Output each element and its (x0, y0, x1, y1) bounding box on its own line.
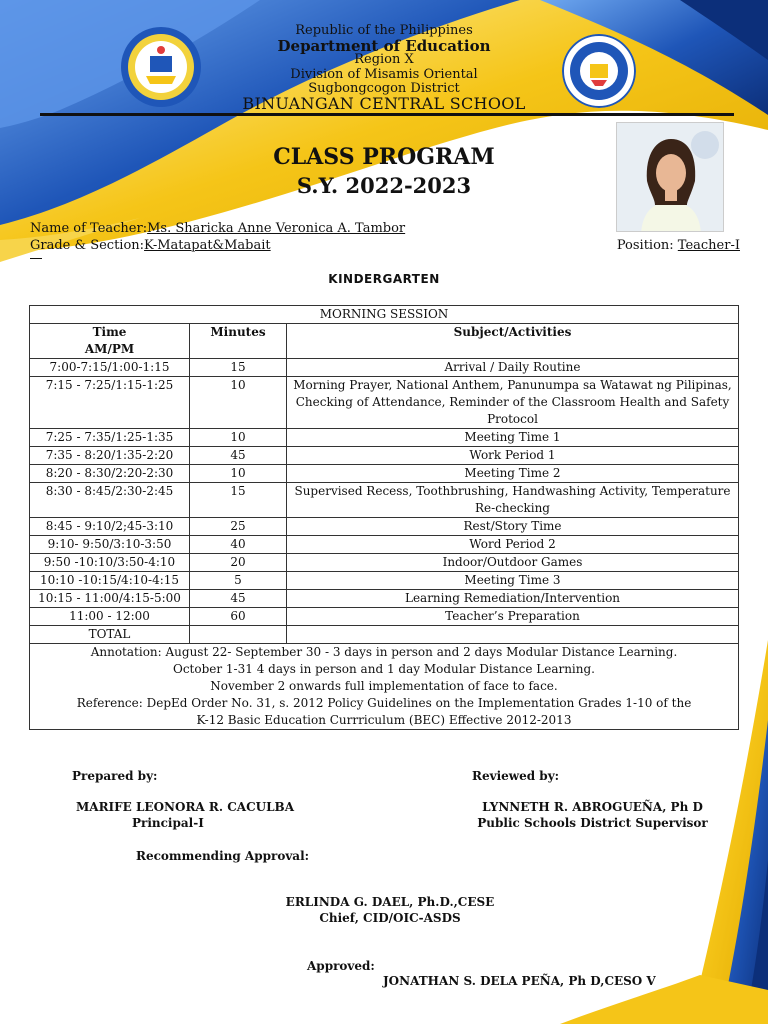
time-cell: 7:35 - 8:20/1:35-2:20 (30, 447, 190, 465)
teacher-info (30, 220, 740, 259)
teacher-name-value: Ms. Sharicka Anne Veronica A. Tambor (147, 221, 406, 236)
subject-cell (287, 626, 739, 644)
table-row (30, 536, 739, 554)
session-row (30, 306, 739, 324)
table-row (30, 377, 739, 429)
subject-cell: Indoor/Outdoor Games (287, 554, 739, 572)
time-cell: 9:50 -10:10/3:50-4:10 (30, 554, 190, 572)
recommending-label: Recommending Approval: (136, 849, 310, 863)
annotation-cell (30, 644, 739, 730)
school-name: BINUANGAN CENTRAL SCHOOL (242, 93, 526, 113)
minutes-cell: 25 (190, 518, 287, 536)
region-label: Region X (354, 52, 414, 67)
time-cell: 9:10- 9:50/3:10-3:50 (30, 536, 190, 554)
minutes-cell: 10 (190, 429, 287, 447)
minutes-cell (190, 626, 287, 644)
teacher-name-row (30, 220, 740, 237)
annotation-row (30, 644, 739, 730)
time-cell: 7:25 - 7:35/1:25-1:35 (30, 429, 190, 447)
division-label: Division of Misamis Oriental (290, 66, 478, 82)
subject-cell: Learning Remediation/Intervention (287, 590, 739, 608)
subject-cell: Rest/Story Time (287, 518, 739, 536)
time-cell: 10:15 - 11:00/4:15-5:00 (30, 590, 190, 608)
subject-cell: Supervised Recess, Toothbrushing, Handwashing Activity, Temperature Re-checking (287, 483, 739, 518)
cid-title: Chief, CID/OIC-ASDS (319, 911, 461, 925)
table-row (30, 429, 739, 447)
minutes-cell: 45 (190, 447, 287, 465)
total-row (30, 626, 739, 644)
letterhead (0, 24, 768, 111)
annotation-line: November 2 onwards full implementation of face to face. (210, 679, 558, 693)
time-cell: 10:10 -10:15/4:10-4:15 (30, 572, 190, 590)
minutes-cell: 10 (190, 377, 287, 429)
subject-cell: Meeting Time 1 (287, 429, 739, 447)
cid-signatory (250, 894, 530, 926)
department-label: Department of Education (277, 36, 491, 55)
subject-cell: Meeting Time 2 (287, 465, 739, 483)
minutes-cell: 20 (190, 554, 287, 572)
position-label: Position: (616, 238, 674, 253)
position-row (617, 237, 740, 254)
table-row (30, 483, 739, 518)
minutes-cell: 10 (190, 465, 287, 483)
time-cell: 11:00 - 12:00 (30, 608, 190, 626)
teacher-photo (616, 122, 724, 232)
title-line-1: CLASS PROGRAM (273, 144, 495, 170)
supervisor-name: LYNNETH R. ABROGUEÑA, Ph D (482, 800, 703, 814)
time-header (30, 324, 190, 359)
annotation-line: K-12 Basic Education Currriculum (BEC) Effective 2012-2013 (196, 713, 572, 727)
table-row (30, 590, 739, 608)
minutes-cell: 45 (190, 590, 287, 608)
minutes-cell: 15 (190, 359, 287, 377)
table-row (30, 572, 739, 590)
position-value: Teacher-I (677, 238, 740, 253)
table-row (30, 465, 739, 483)
reviewed-by-label: Reviewed by: (472, 769, 560, 783)
time-cell: 7:15 - 7:25/1:15-1:25 (30, 377, 190, 429)
annotation-line: Annotation: August 22- September 30 - 3 days in person and 2 days Modular Distance Learning. (90, 645, 678, 659)
annotation-line: October 1-31 4 days in person and 1 day Modular Distance Learning. (172, 662, 595, 676)
table-row (30, 359, 739, 377)
minutes-header: Minutes (190, 324, 287, 359)
title-line-2: S.Y. 2022-2023 (296, 173, 472, 198)
time-header-sub: AM/PM (84, 342, 135, 356)
subject-cell: Word Period 2 (287, 536, 739, 554)
time-cell: 8:20 - 8:30/2:20-2:30 (30, 465, 190, 483)
teacher-name-label: Name of Teacher: (30, 221, 148, 236)
subject-cell: Meeting Time 3 (287, 572, 739, 590)
total-label: TOTAL (30, 626, 190, 644)
grade-level-heading: KINDERGARTEN (328, 272, 440, 286)
supervisor-signatory (455, 799, 730, 831)
grade-section-label: Grade & Section: (30, 238, 145, 253)
minutes-cell: 40 (190, 536, 287, 554)
district-label: Sugbongcogon District (308, 81, 460, 96)
subject-cell: Morning Prayer, National Anthem, Panunumpa sa Watawat ng Pilipinas, Checking of Attendance, Reminder of the Classroom Health and Safety Protocol (287, 377, 739, 429)
principal-title: Principal-I (132, 816, 204, 830)
approved-label: Approved: (307, 959, 375, 973)
time-cell: 7:00-7:15/1:00-1:15 (30, 359, 190, 377)
principal-signatory (60, 799, 310, 831)
table-row (30, 608, 739, 626)
header-rule (40, 113, 734, 116)
republic-label: Republic of the Philippines (295, 23, 473, 38)
sds-name: JONATHAN S. DELA PEÑA, Ph D,CESO V (383, 974, 656, 988)
cid-name: ERLINDA G. DAEL, Ph.D.,CESE (285, 895, 495, 909)
subject-header: Subject/Activities (287, 324, 739, 359)
table-row (30, 447, 739, 465)
minutes-cell: 15 (190, 483, 287, 518)
time-header-label: Time (92, 325, 127, 339)
annotation-line: Reference: DepEd Order No. 31, s. 2012 Policy Guidelines on the Implementation Grades 1-10 of the (76, 696, 692, 710)
time-cell: 8:30 - 8:45/2:30-2:45 (30, 483, 190, 518)
teacher-portrait-icon (617, 123, 724, 232)
principal-name: MARIFE LEONORA R. CACULBA (75, 800, 295, 814)
header-row (30, 324, 739, 359)
prepared-by-label: Prepared by: (72, 769, 158, 783)
supervisor-title: Public Schools District Supervisor (477, 816, 708, 830)
time-cell: 8:45 - 9:10/2;45-3:10 (30, 518, 190, 536)
table-row (30, 554, 739, 572)
class-program-table (29, 305, 739, 730)
minutes-cell: 60 (190, 608, 287, 626)
grade-section-value: K-Matapat&Mabait (144, 238, 271, 253)
table-row (30, 518, 739, 536)
subject-cell: Arrival / Daily Routine (287, 359, 739, 377)
subject-cell: Teacher’s Preparation (287, 608, 739, 626)
minutes-cell: 5 (190, 572, 287, 590)
subject-cell: Work Period 1 (287, 447, 739, 465)
underline-dash (30, 258, 42, 259)
session-label: MORNING SESSION (30, 306, 739, 324)
